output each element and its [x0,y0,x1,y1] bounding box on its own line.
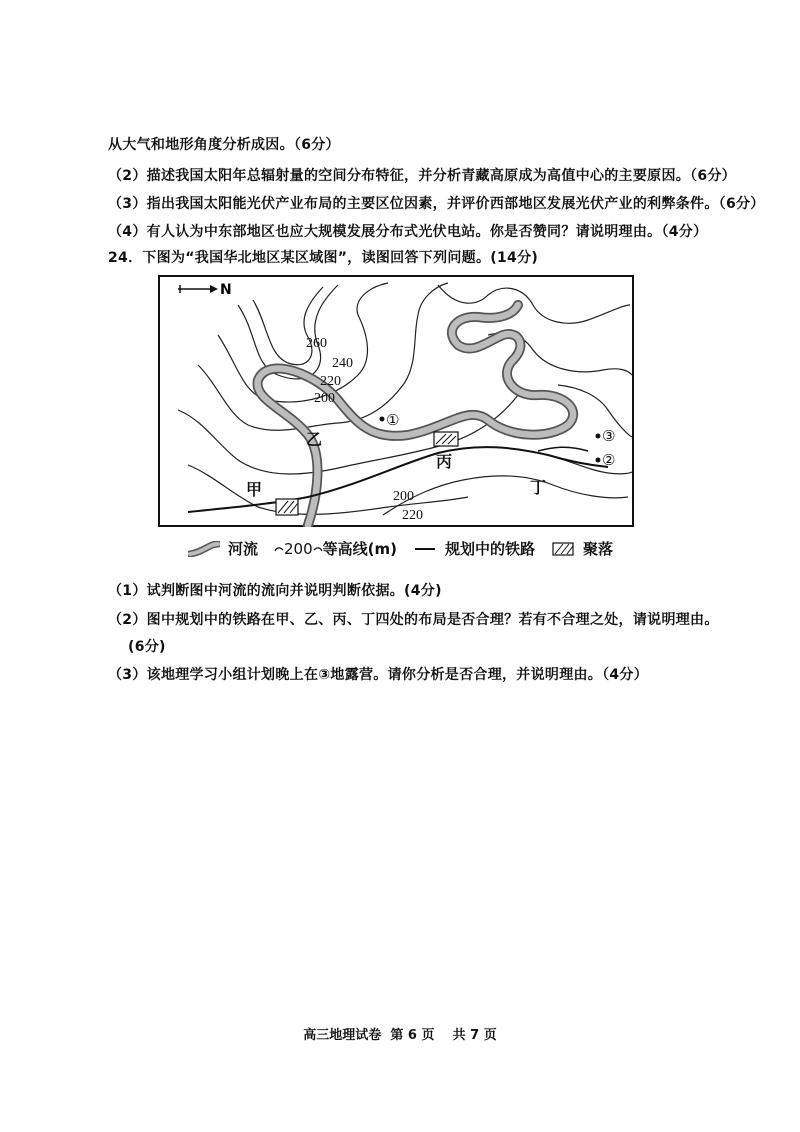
point-1: ① [386,411,400,429]
legend-railway-label: 规划中的铁路 [445,540,536,558]
map-legend [188,538,613,559]
place-jia: 甲 [246,480,263,499]
footer-page-number: 第 6 页 [390,1028,435,1043]
q23-item-4: （4）有人认为中东部地区也应大规模发展分布式光伏电站。你是否赞同？请说明理由。（4分） [108,224,708,240]
contour-label-260: 260 [306,336,327,351]
contour-label-220-south: 220 [402,508,423,523]
topographic-map [158,275,634,527]
contour-label-220: 220 [320,374,341,389]
legend-river-label: 河流 [228,540,259,558]
q24-sub-2: （2）图中规划中的铁路在甲、乙、丙、丁四处的布局是否合理？若有不合理之处，请说明理由。 [108,612,719,628]
legend-contour-label: 等高线(m) [322,540,397,558]
settlement-legend-icon [551,541,575,557]
place-bing: 丙 [436,452,453,471]
place-yi: 乙 [306,430,323,449]
footer-total-pages: 共 7 页 [452,1028,497,1043]
q24-title: 24．下图为“我国华北地区某区域图”，读图回答下列问题。(14分) [108,250,539,266]
north-label: N [220,282,232,298]
page-footer [0,1024,800,1043]
continued-line: 从大气和地形角度分析成因。（6分） [108,137,340,153]
q23-item-3: （3）指出我国太阳能光伏产业布局的主要区位因素，并评价西部地区发展光伏产业的利弊条件。（6分） [108,196,765,212]
river-legend-icon [188,541,220,557]
contour-label-240: 240 [332,356,353,371]
contour-legend-icon [274,541,284,557]
q23-item-2: （2）描述我国太阳年总辐射量的空间分布特征，并分析青藏高原成为高值中心的主要原因。（6分） [108,168,736,184]
contour-label-200: 200 [314,391,335,406]
contour-label-200-south: 200 [393,489,414,504]
point-2: ② [602,451,616,469]
q24-sub-1: （1）试判断图中河流的流向并说明判断依据。(4分) [108,583,442,599]
footer-exam-title: 高三地理试卷 [303,1028,382,1043]
q24-sub-2-score: (6分) [128,639,166,655]
legend-settlement-label: 聚落 [583,540,614,558]
railway-legend-icon [413,541,437,557]
place-ding: 丁 [530,478,547,497]
q24-sub-3: （3）该地理学习小组计划晚上在③地露营。请你分析是否合理，并说明理由。（4分） [108,667,649,683]
point-3: ③ [602,427,616,445]
legend-contour-value: 200 [284,539,313,558]
